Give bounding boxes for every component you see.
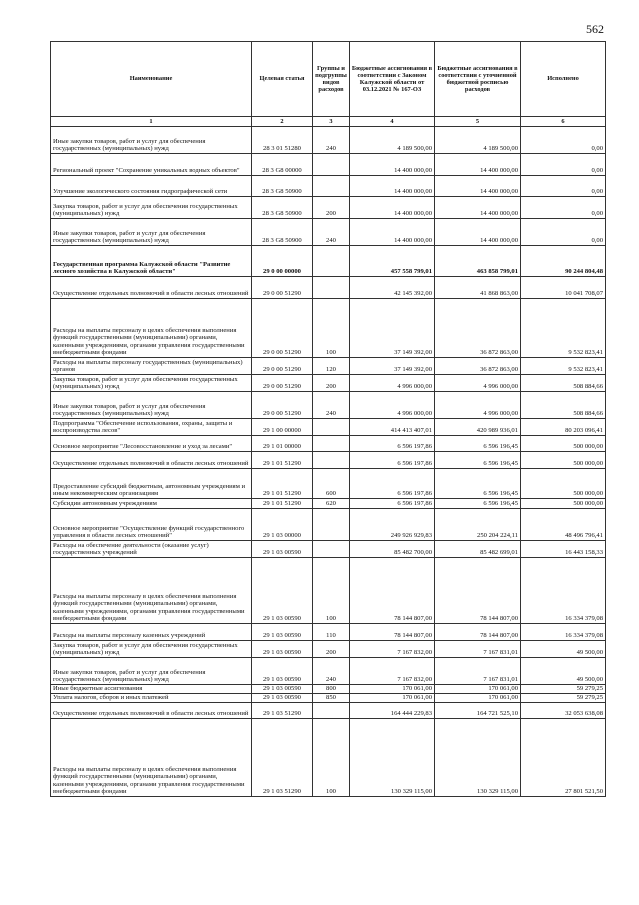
row-executed-cell: 49 500,00 xyxy=(521,658,606,685)
table-row xyxy=(51,499,606,509)
row-law-allocation-cell: 42 145 392,00 xyxy=(350,277,435,299)
row-revised-allocation-cell: 164 721 525,10 xyxy=(435,703,521,719)
row-law-allocation-cell: 14 400 000,00 xyxy=(350,219,435,246)
table-row xyxy=(51,452,606,469)
row-target-code-cell: 29 0 00 00000 xyxy=(252,246,313,277)
table-row xyxy=(51,358,606,375)
row-target-code-cell: 29 1 03 00590 xyxy=(252,694,313,703)
row-executed-cell: 500 000,00 xyxy=(521,469,606,499)
row-law-allocation-cell: 85 482 700,00 xyxy=(350,541,435,558)
table-row xyxy=(51,154,606,176)
row-name-cell: Осуществление отдельных полномочий в области лесных отношений xyxy=(51,452,252,469)
row-name-cell: Иные закупки товаров, работ и услуг для обеспечения государственных (муниципальных) нужд xyxy=(51,219,252,246)
row-target-code-cell: 28 3 01 51280 xyxy=(252,127,313,154)
row-expense-group-cell xyxy=(313,246,350,277)
row-expense-group-cell: 200 xyxy=(313,641,350,658)
row-target-code-cell: 29 1 03 00000 xyxy=(252,509,313,541)
header-revised-allocations: Бюджетные ассигнования в соответствии с уточненной бюджетной росписью расходов xyxy=(435,42,521,117)
row-expense-group-cell: 200 xyxy=(313,197,350,219)
header-expense-group: Группы и подгруппы видов расходов xyxy=(313,42,350,117)
row-expense-group-cell xyxy=(313,436,350,452)
row-executed-cell: 0,00 xyxy=(521,154,606,176)
table-row xyxy=(51,375,606,392)
table-row xyxy=(51,436,606,452)
row-name-cell: Основное мероприятие "Лесовосстановление и уход за лесами" xyxy=(51,436,252,452)
row-revised-allocation-cell: 41 868 863,00 xyxy=(435,277,521,299)
row-target-code-cell: 29 1 01 00000 xyxy=(252,436,313,452)
row-law-allocation-cell: 457 558 799,01 xyxy=(350,246,435,277)
table-row xyxy=(51,685,606,694)
row-name-cell: Расходы на выплаты персоналу в целях обеспечения выполнения функций государственными (муниципальными) органами, казенными учреждениями, органами управления государственными внебюджетными фондами xyxy=(51,719,252,797)
table-row xyxy=(51,176,606,197)
row-law-allocation-cell: 170 061,00 xyxy=(350,685,435,694)
row-revised-allocation-cell: 7 167 831,01 xyxy=(435,641,521,658)
budget-table xyxy=(50,41,606,797)
row-executed-cell: 59 279,25 xyxy=(521,685,606,694)
row-target-code-cell: 29 0 00 51290 xyxy=(252,277,313,299)
table-row xyxy=(51,624,606,641)
row-executed-cell: 0,00 xyxy=(521,127,606,154)
row-law-allocation-cell: 6 596 197,86 xyxy=(350,469,435,499)
row-target-code-cell: 28 3 G8 50900 xyxy=(252,197,313,219)
column-number: 4 xyxy=(350,117,435,127)
table-row xyxy=(51,299,606,358)
row-target-code-cell: 29 1 03 00590 xyxy=(252,558,313,624)
table-row xyxy=(51,127,606,154)
row-name-cell: Государственная программа Калужской области "Развитие лесного хозяйства в Калужской области" xyxy=(51,246,252,277)
row-target-code-cell: 28 3 G8 50900 xyxy=(252,176,313,197)
row-law-allocation-cell: 170 061,00 xyxy=(350,694,435,703)
row-revised-allocation-cell: 14 400 000,00 xyxy=(435,197,521,219)
row-name-cell: Расходы на выплаты персоналу в целях обеспечения выполнения функций государственными (муниципальными) органами, казенными учреждениями, органами управления государственными внебюджетными фондами xyxy=(51,558,252,624)
table-row xyxy=(51,197,606,219)
row-revised-allocation-cell: 250 204 224,11 xyxy=(435,509,521,541)
row-expense-group-cell xyxy=(313,509,350,541)
table-row xyxy=(51,719,606,797)
page-number: 562 xyxy=(586,22,604,36)
row-name-cell: Предоставление субсидий бюджетным, автономным учреждениям и иным некоммерческим организациям xyxy=(51,469,252,499)
table-row xyxy=(51,558,606,624)
row-expense-group-cell: 100 xyxy=(313,299,350,358)
row-name-cell: Закупка товаров, работ и услуг для обеспечения государственных (муниципальных) нужд xyxy=(51,197,252,219)
row-expense-group-cell xyxy=(313,703,350,719)
row-executed-cell: 9 532 823,41 xyxy=(521,299,606,358)
row-target-code-cell: 29 1 03 00590 xyxy=(252,658,313,685)
row-executed-cell: 16 334 379,08 xyxy=(521,558,606,624)
row-executed-cell: 27 801 521,50 xyxy=(521,719,606,797)
table-row xyxy=(51,641,606,658)
row-name-cell: Расходы на обеспечение деятельности (оказание услуг) государственных учреждений xyxy=(51,541,252,558)
row-target-code-cell: 29 1 01 51290 xyxy=(252,469,313,499)
row-revised-allocation-cell: 6 596 196,45 xyxy=(435,436,521,452)
row-name-cell: Улучшение экологического состояния гидрографической сети xyxy=(51,176,252,197)
row-executed-cell: 9 532 823,41 xyxy=(521,358,606,375)
row-name-cell: Подпрограмма "Обеспечение использования, охраны, защиты и воспроизводства лесов" xyxy=(51,419,252,436)
table-row xyxy=(51,219,606,246)
header-executed: Исполнено xyxy=(521,42,606,117)
row-executed-cell: 16 334 379,08 xyxy=(521,624,606,641)
table-row xyxy=(51,694,606,703)
row-expense-group-cell: 800 xyxy=(313,685,350,694)
row-target-code-cell: 29 1 03 00590 xyxy=(252,541,313,558)
row-law-allocation-cell: 4 189 500,00 xyxy=(350,127,435,154)
row-expense-group-cell: 600 xyxy=(313,469,350,499)
row-expense-group-cell xyxy=(313,419,350,436)
header-name: Наименование xyxy=(51,42,252,117)
table-row xyxy=(51,509,606,541)
row-target-code-cell: 29 1 00 00000 xyxy=(252,419,313,436)
row-target-code-cell: 29 0 00 51290 xyxy=(252,375,313,392)
row-revised-allocation-cell: 6 596 196,45 xyxy=(435,452,521,469)
row-name-cell: Закупка товаров, работ и услуг для обеспечения государственных (муниципальных) нужд xyxy=(51,375,252,392)
table-row xyxy=(51,392,606,419)
row-expense-group-cell xyxy=(313,154,350,176)
row-expense-group-cell: 120 xyxy=(313,358,350,375)
row-executed-cell: 500 000,00 xyxy=(521,452,606,469)
row-law-allocation-cell: 78 144 807,00 xyxy=(350,558,435,624)
row-name-cell: Иные закупки товаров, работ и услуг для обеспечения государственных (муниципальных) нужд xyxy=(51,127,252,154)
row-target-code-cell: 29 0 00 51290 xyxy=(252,299,313,358)
row-name-cell: Иные закупки товаров, работ и услуг для обеспечения государственных (муниципальных) нужд xyxy=(51,658,252,685)
table-row xyxy=(51,469,606,499)
row-executed-cell: 500 000,00 xyxy=(521,499,606,509)
row-law-allocation-cell: 414 413 407,01 xyxy=(350,419,435,436)
row-target-code-cell: 29 1 03 00590 xyxy=(252,624,313,641)
row-expense-group-cell: 240 xyxy=(313,219,350,246)
row-law-allocation-cell: 249 926 929,83 xyxy=(350,509,435,541)
row-executed-cell: 10 041 708,07 xyxy=(521,277,606,299)
row-law-allocation-cell: 14 400 000,00 xyxy=(350,154,435,176)
row-revised-allocation-cell: 4 996 000,00 xyxy=(435,392,521,419)
table-row xyxy=(51,419,606,436)
column-number: 2 xyxy=(252,117,313,127)
row-law-allocation-cell: 14 400 000,00 xyxy=(350,197,435,219)
row-revised-allocation-cell: 7 167 831,01 xyxy=(435,658,521,685)
row-law-allocation-cell: 164 444 229,83 xyxy=(350,703,435,719)
row-expense-group-cell xyxy=(313,452,350,469)
row-expense-group-cell: 850 xyxy=(313,694,350,703)
row-revised-allocation-cell: 170 061,00 xyxy=(435,694,521,703)
table-row xyxy=(51,246,606,277)
row-revised-allocation-cell: 36 872 863,00 xyxy=(435,299,521,358)
row-expense-group-cell: 100 xyxy=(313,719,350,797)
row-revised-allocation-cell: 36 872 863,00 xyxy=(435,358,521,375)
row-revised-allocation-cell: 14 400 000,00 xyxy=(435,219,521,246)
row-revised-allocation-cell: 4 189 500,00 xyxy=(435,127,521,154)
row-name-cell: Расходы на выплаты персоналу казенных учреждений xyxy=(51,624,252,641)
row-revised-allocation-cell: 170 061,00 xyxy=(435,685,521,694)
row-executed-cell: 32 053 638,08 xyxy=(521,703,606,719)
row-name-cell: Закупка товаров, работ и услуг для обеспечения государственных (муниципальных) нужд xyxy=(51,641,252,658)
row-executed-cell: 48 496 796,41 xyxy=(521,509,606,541)
table-row xyxy=(51,658,606,685)
row-target-code-cell: 29 1 01 51290 xyxy=(252,452,313,469)
row-law-allocation-cell: 6 596 197,86 xyxy=(350,499,435,509)
row-law-allocation-cell: 37 149 392,00 xyxy=(350,299,435,358)
header-target-article: Целевая статья xyxy=(252,42,313,117)
table-row xyxy=(51,277,606,299)
row-name-cell: Региональный проект "Сохранение уникальных водных объектов" xyxy=(51,154,252,176)
row-target-code-cell: 28 3 G8 00000 xyxy=(252,154,313,176)
row-revised-allocation-cell: 4 996 000,00 xyxy=(435,375,521,392)
row-executed-cell: 59 279,25 xyxy=(521,694,606,703)
row-name-cell: Иные бюджетные ассигнования xyxy=(51,685,252,694)
row-name-cell: Расходы на выплаты персоналу в целях обеспечения выполнения функций государственными (муниципальными) органами, казенными учреждениями, органами управления государственными внебюджетными фондами xyxy=(51,299,252,358)
row-executed-cell: 16 443 158,33 xyxy=(521,541,606,558)
table-row xyxy=(51,541,606,558)
row-name-cell: Субсидии автономным учреждениям xyxy=(51,499,252,509)
row-expense-group-cell: 240 xyxy=(313,392,350,419)
row-revised-allocation-cell: 14 400 000,00 xyxy=(435,176,521,197)
row-law-allocation-cell: 37 149 392,00 xyxy=(350,358,435,375)
row-law-allocation-cell: 7 167 832,00 xyxy=(350,641,435,658)
row-revised-allocation-cell: 85 482 699,01 xyxy=(435,541,521,558)
row-target-code-cell: 28 3 G8 50900 xyxy=(252,219,313,246)
row-revised-allocation-cell: 6 596 196,45 xyxy=(435,469,521,499)
column-number: 6 xyxy=(521,117,606,127)
header-law-allocations: Бюджетные ассигнования в соответствии с Законом Калужской области от 03.12.2021 № 167-ОЗ xyxy=(350,42,435,117)
column-number: 3 xyxy=(313,117,350,127)
header-row xyxy=(51,42,606,117)
row-expense-group-cell: 110 xyxy=(313,624,350,641)
row-name-cell: Осуществление отдельных полномочий в области лесных отношений xyxy=(51,277,252,299)
row-revised-allocation-cell: 420 989 936,01 xyxy=(435,419,521,436)
row-executed-cell: 508 884,66 xyxy=(521,375,606,392)
row-target-code-cell: 29 1 01 51290 xyxy=(252,499,313,509)
row-expense-group-cell: 620 xyxy=(313,499,350,509)
row-law-allocation-cell: 78 144 807,00 xyxy=(350,624,435,641)
row-expense-group-cell: 240 xyxy=(313,127,350,154)
row-target-code-cell: 29 1 03 00590 xyxy=(252,641,313,658)
row-revised-allocation-cell: 463 858 799,01 xyxy=(435,246,521,277)
row-revised-allocation-cell: 130 329 115,00 xyxy=(435,719,521,797)
row-law-allocation-cell: 130 329 115,00 xyxy=(350,719,435,797)
row-executed-cell: 0,00 xyxy=(521,176,606,197)
row-executed-cell: 500 000,00 xyxy=(521,436,606,452)
column-number: 5 xyxy=(435,117,521,127)
row-law-allocation-cell: 4 996 000,00 xyxy=(350,392,435,419)
row-law-allocation-cell: 6 596 197,86 xyxy=(350,452,435,469)
row-law-allocation-cell: 4 996 000,00 xyxy=(350,375,435,392)
row-expense-group-cell xyxy=(313,541,350,558)
row-revised-allocation-cell: 6 596 196,45 xyxy=(435,499,521,509)
row-target-code-cell: 29 0 00 51290 xyxy=(252,392,313,419)
row-law-allocation-cell: 14 400 000,00 xyxy=(350,176,435,197)
column-number-row xyxy=(51,117,606,127)
row-target-code-cell: 29 1 03 00590 xyxy=(252,685,313,694)
row-executed-cell: 90 244 804,48 xyxy=(521,246,606,277)
row-revised-allocation-cell: 78 144 807,00 xyxy=(435,558,521,624)
row-executed-cell: 80 203 096,41 xyxy=(521,419,606,436)
column-number: 1 xyxy=(51,117,252,127)
row-target-code-cell: 29 1 03 51290 xyxy=(252,703,313,719)
row-expense-group-cell xyxy=(313,277,350,299)
row-name-cell: Иные закупки товаров, работ и услуг для обеспечения государственных (муниципальных) нужд xyxy=(51,392,252,419)
row-executed-cell: 0,00 xyxy=(521,219,606,246)
row-name-cell: Основное мероприятие "Осуществление функций государственного управления в области лесных отношений" xyxy=(51,509,252,541)
row-revised-allocation-cell: 78 144 807,00 xyxy=(435,624,521,641)
row-expense-group-cell: 100 xyxy=(313,558,350,624)
row-target-code-cell: 29 1 03 51290 xyxy=(252,719,313,797)
table-row xyxy=(51,703,606,719)
row-expense-group-cell: 240 xyxy=(313,658,350,685)
row-law-allocation-cell: 7 167 832,00 xyxy=(350,658,435,685)
row-name-cell: Осуществление отдельных полномочий в области лесных отношений xyxy=(51,703,252,719)
row-executed-cell: 0,00 xyxy=(521,197,606,219)
row-executed-cell: 49 500,00 xyxy=(521,641,606,658)
row-name-cell: Расходы на выплаты персоналу государственных (муниципальных) органов xyxy=(51,358,252,375)
row-executed-cell: 508 884,66 xyxy=(521,392,606,419)
row-target-code-cell: 29 0 00 51290 xyxy=(252,358,313,375)
row-expense-group-cell xyxy=(313,176,350,197)
row-revised-allocation-cell: 14 400 000,00 xyxy=(435,154,521,176)
row-law-allocation-cell: 6 596 197,86 xyxy=(350,436,435,452)
row-name-cell: Уплата налогов, сборов и иных платежей xyxy=(51,694,252,703)
row-expense-group-cell: 200 xyxy=(313,375,350,392)
